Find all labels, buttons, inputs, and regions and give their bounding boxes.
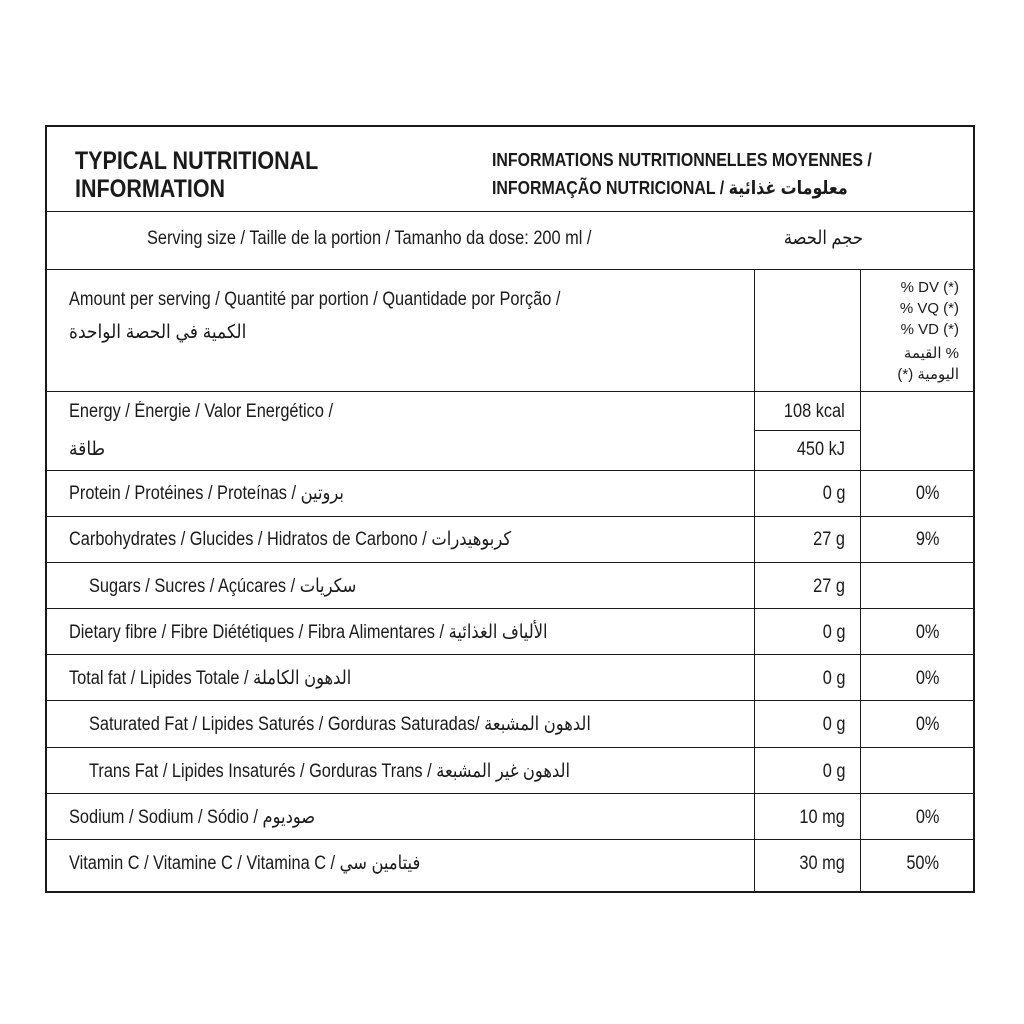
row-protein-dv: 0%: [915, 483, 939, 504]
title-french-line: INFORMATIONS NUTRITIONNELLES MOYENNES /: [492, 149, 872, 170]
title-english: [75, 147, 318, 203]
energy-label-arabic: طاقة: [69, 439, 106, 460]
row-carbohydrates-dv: 9%: [915, 529, 939, 550]
title-english-line-1: TYPICAL NUTRITIONAL: [75, 147, 319, 175]
dv-header-ar-1: % القيمة: [903, 345, 959, 362]
divider: [47, 516, 973, 517]
title-english-line-2: INFORMATION: [75, 175, 226, 203]
row-vitamin-c-amount: 30 mg: [799, 853, 845, 874]
divider: [47, 608, 973, 609]
row-vitamin-c-label: Vitamin C / Vitamine C / Vitamina C / فيتامين سي: [69, 853, 421, 874]
column-divider-dv: [860, 269, 861, 891]
amount-per-serving-label: Amount per serving / Quantité par portion / Quantidade por Porção /: [69, 289, 561, 310]
row-saturated-fat-amount: 0 g: [822, 714, 845, 735]
energy-kj-value: 450 kJ: [796, 439, 845, 460]
energy-kcal-value: 108 kcal: [784, 401, 845, 422]
energy-label: Energy / Énergie / Valor Energético /: [69, 401, 334, 422]
row-dietary-fibre-label: Dietary fibre / Fibre Diététiques / Fibra Alimentares / الألياف الغذائية: [69, 622, 548, 643]
row-carbohydrates-amount: 27 g: [813, 529, 845, 550]
divider: [47, 747, 973, 748]
divider: [47, 470, 973, 471]
divider: [47, 793, 973, 794]
row-sugars-label: Sugars / Sucres / Açúcares / سكريات: [89, 576, 357, 597]
serving-size-text: Serving size / Taille de la portion / Tamanho da dose: 200 ml /: [147, 228, 592, 249]
row-sugars-amount: 27 g: [813, 576, 845, 597]
column-divider-amount: [754, 269, 755, 891]
row-vitamin-c-dv: 50%: [906, 853, 939, 874]
row-protein-label: Protein / Protéines / Proteínas / بروتين: [69, 483, 344, 504]
row-carbohydrates-label: Carbohydrates / Glucides / Hidratos de Carbono / كربوهيدرات: [69, 529, 512, 550]
row-total-fat-label: Total fat / Lipides Totale / الدهون الكاملة: [69, 668, 352, 689]
row-saturated-fat-dv: 0%: [915, 714, 939, 735]
row-sodium-amount: 10 mg: [799, 807, 845, 828]
row-trans-fat-amount: 0 g: [822, 761, 845, 782]
divider: [47, 700, 973, 701]
dv-header-en: % DV (*): [900, 279, 959, 296]
row-sodium-dv: 0%: [915, 807, 939, 828]
row-total-fat-amount: 0 g: [822, 668, 845, 689]
row-saturated-fat-label: Saturated Fat / Lipides Saturés / Gorduras Saturadas/ الدهون المشبعة: [89, 714, 591, 735]
row-trans-fat-label: Trans Fat / Lipides Insaturés / Gorduras Trans / الدهون غير المشبعة: [89, 761, 571, 782]
dv-header-pt: % VD (*): [900, 321, 959, 338]
title-french-portuguese-arabic: [492, 146, 872, 202]
nutrition-facts-table: [45, 125, 975, 893]
dv-header-ar-2: اليومية (*): [897, 366, 959, 383]
divider: [47, 269, 973, 270]
title-portuguese-arabic-line: INFORMAÇÃO NUTRICIONAL / معلومات غذائية: [492, 177, 848, 198]
divider: [47, 839, 973, 840]
amount-per-serving-arabic: الكمية في الحصة الواحدة: [69, 322, 247, 343]
row-dietary-fibre-amount: 0 g: [822, 622, 845, 643]
energy-subdivider: [754, 430, 860, 431]
row-protein-amount: 0 g: [822, 483, 845, 504]
divider: [47, 654, 973, 655]
serving-size-arabic: حجم الحصة: [783, 228, 863, 249]
divider: [47, 211, 973, 212]
divider: [47, 391, 973, 392]
row-sodium-label: Sodium / Sodium / Sódio / صوديوم: [69, 807, 316, 828]
row-total-fat-dv: 0%: [915, 668, 939, 689]
dv-header-fr: % VQ (*): [899, 300, 959, 317]
divider: [47, 562, 973, 563]
row-dietary-fibre-dv: 0%: [915, 622, 939, 643]
